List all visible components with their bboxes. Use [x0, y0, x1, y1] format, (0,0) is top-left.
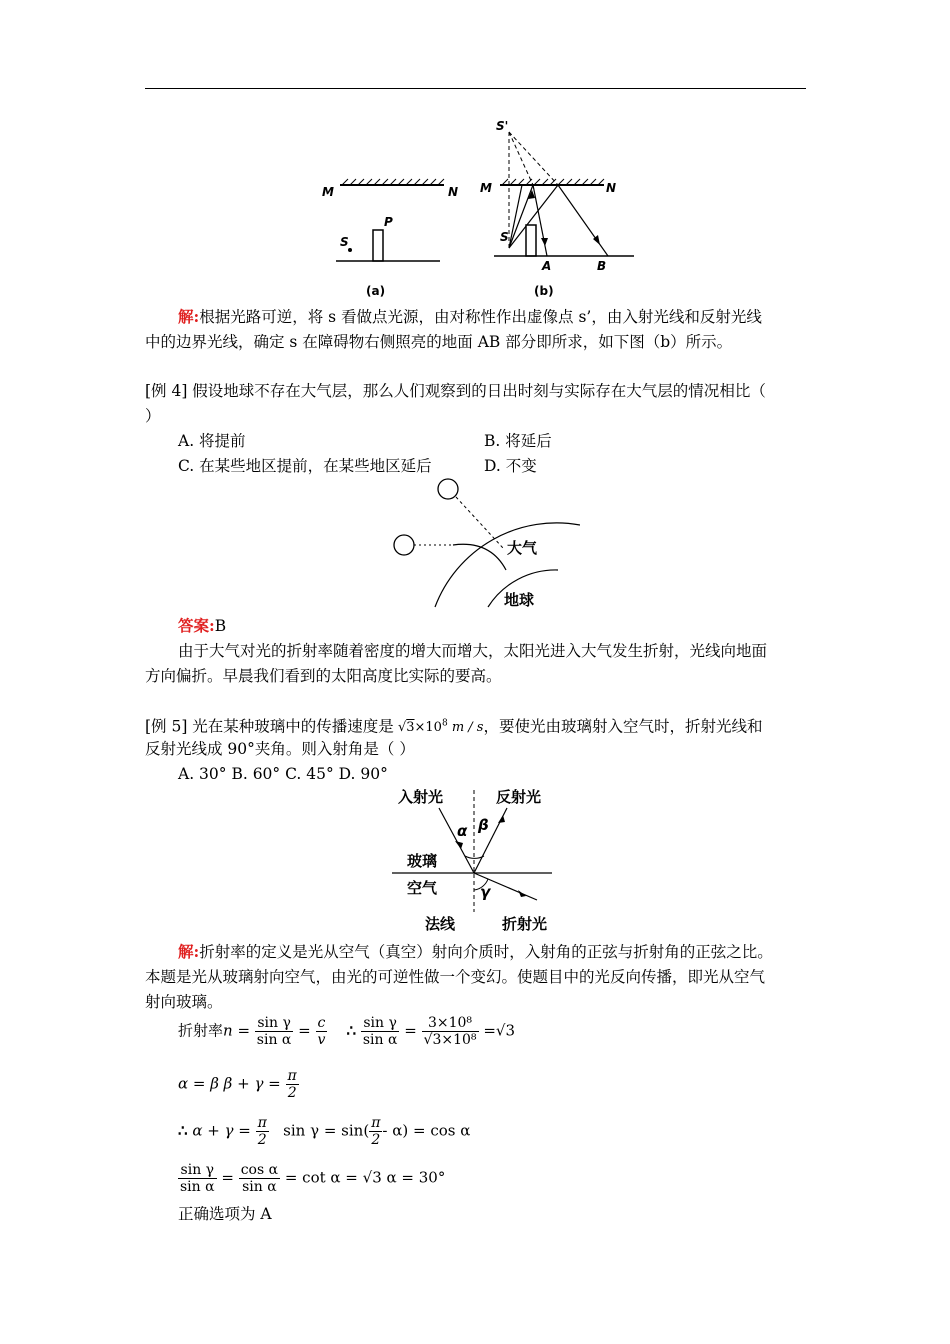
ex5-speed-unit: m / s	[451, 720, 484, 736]
ex3-solution-label: 解:	[178, 307, 200, 326]
ex3-solution-line2: 中的边界光线，确定 s 在障碍物右侧照亮的地面 AB 部分即所求，如下图（b）所示。	[145, 333, 733, 351]
equation-3	[178, 1115, 470, 1148]
label-m-a: M	[322, 185, 334, 199]
equation-4: $\frac{\text{sin γ}}{\text{sin α}}$ = $\frac{\text{cos α}}{\text{sin α}}$ = cot α = √3 α = 30°	[180, 1162, 446, 1195]
ex4-option-c: C. 在某些地区提前，在某些地区延后	[178, 457, 432, 475]
ex5-speed-exp: 8	[441, 719, 448, 729]
ex5-solution-line3: 射向玻璃。	[145, 993, 223, 1011]
sun-actual-icon	[394, 535, 414, 555]
ex5-question-line2: 反射光线成 90°夹角。则入射角是（ ）	[145, 740, 415, 758]
equation-2	[178, 1068, 299, 1101]
eq3-frac-pi2: $\frac{\pi}{2}$	[371, 1115, 381, 1148]
eq1b-result: =√3	[483, 1021, 515, 1040]
ex4-explanation-line2: 方向偏折。早晨我们看到的太阳高度比实际的要高。	[145, 667, 502, 685]
eq2-frac-pi: $\frac{\pi}{2}$	[287, 1068, 297, 1101]
eq4-frac-1: $\frac{\text{sin γ}}{\text{sin α}}$	[180, 1162, 215, 1195]
label-s-b: S	[500, 230, 509, 244]
eq1-frac-sin: $\frac{\text{sin γ}}{\text{sin α}}$	[256, 1015, 292, 1048]
label-p-a: P	[384, 215, 393, 229]
ex4-answer-value: B	[214, 617, 227, 635]
label-beta: β	[478, 816, 489, 834]
label-glass: 玻璃	[407, 852, 438, 870]
ex4-question-line2: ）	[145, 407, 161, 425]
label-m-b: M	[480, 181, 492, 195]
label-atmosphere: 大气	[507, 539, 538, 557]
ex5-conclusion: 正确选项为 A	[178, 1205, 272, 1223]
eq1b-frac-sin: $\frac{\text{sin γ}}{\text{sin α}}$	[362, 1015, 398, 1048]
ex5-speed-sqrt: 3	[406, 720, 415, 736]
figure-a	[322, 179, 458, 298]
ex5-options: A. 30° B. 60° C. 45° D. 90°	[178, 765, 388, 783]
ex4-option-b: B. 将延后	[484, 432, 552, 450]
eq3-frac-pi: $\frac{\pi}{2}$	[257, 1115, 267, 1148]
eq3-a: α + γ =	[192, 1121, 251, 1140]
figure-b	[480, 119, 634, 298]
ex4-answer-label: 答案:	[178, 616, 215, 635]
header-rule	[145, 88, 806, 89]
label-n-a: N	[448, 185, 459, 199]
equation-1: 折射率n = $\frac{\text{sin γ}}{\text{sin α}}$ = $\frac{c}{v}$ ∴ $\frac{\text{sin γ}}{\text{sin α}}$ = $\frac{\text{3×10⁸}}{\text{√3×10⁸}}$ =√3	[178, 1015, 515, 1048]
ex4-option-a: A. 将提前	[178, 432, 246, 450]
ex3-solution-line1	[178, 307, 762, 327]
label-b-b: B	[597, 259, 607, 273]
eq1b-frac-num: $\frac{\text{3×10⁸}}{\text{√3×10⁸}}$	[423, 1015, 477, 1048]
sun-apparent-icon	[438, 479, 458, 499]
ex4-question-line1: [例 4] 假设地球不存在大气层，那么人们观察到的日出时刻与实际存在大气层的情况相比（	[145, 382, 766, 400]
label-air: 空气	[407, 879, 438, 897]
label-alpha: α	[457, 822, 468, 840]
ex5-question-line1	[145, 714, 763, 738]
eq1-n: n	[223, 1021, 233, 1040]
label-normal: 法线	[425, 915, 456, 932]
label-reflected: 反射光	[496, 788, 542, 806]
label-gamma: γ	[480, 883, 491, 901]
ex5-q-text-a: [例 5] 光在某种玻璃中的传播速度是	[145, 717, 394, 736]
eq4-frac-2: $\frac{\text{cos α}}{\text{sin α}}$	[240, 1162, 279, 1195]
ex4-explanation-line1: 由于大气对光的折射率随着密度的增大而增大，太阳光进入大气发生折射，光线向地面	[178, 642, 768, 660]
ex5-speed-rest: ×10	[414, 720, 442, 736]
eq3-b: sin γ = sin(	[283, 1121, 370, 1140]
label-n-b: N	[606, 181, 617, 195]
mirror-figures	[310, 112, 650, 302]
refraction-figure	[385, 782, 565, 932]
ex5-solution-text1: 折射率的定义是光从空气（真空）射向介质时，入射角的正弦与折射角的正弦之比。	[199, 943, 773, 961]
label-refracted: 折射光	[502, 915, 548, 932]
label-a-b: A	[542, 259, 552, 273]
eq1-prefix: 折射率	[178, 1021, 224, 1040]
ex5-speed: $√3\times 10^8$ m / s	[393, 719, 484, 736]
label-s-a: S	[340, 235, 349, 249]
ex5-q-text-b: ，要使光由玻璃射入空气时，折射光线和	[483, 717, 763, 736]
eq1-frac-cv: $\frac{c}{v}$	[317, 1015, 326, 1048]
label-earth: 地球	[504, 591, 535, 609]
ex5-solution-line2: 本题是光从玻璃射向空气，由光的可逆性做一个变幻。使题目中的光反向传播，即光从空气	[145, 968, 766, 986]
ex3-solution-text1: 根据光路可逆，将 s 看做点光源，由对称性作出虚像点 s’，由入射光线和反射光线	[199, 308, 762, 326]
eq3-therefore: ∴	[178, 1121, 188, 1140]
eq2-text: α = β β + γ =	[178, 1074, 281, 1093]
eq4-rest: = cot α = √3 α = 30°	[284, 1168, 446, 1187]
eq1-therefore: ∴	[346, 1021, 357, 1040]
eq3-c: - α) = cos α	[382, 1121, 471, 1140]
ex5-solution-label: 解:	[178, 942, 200, 961]
caption-b: (b)	[534, 284, 554, 298]
caption-a: (a)	[366, 284, 386, 298]
atmosphere-figure	[380, 470, 580, 615]
ex5-solution-line1	[178, 942, 773, 962]
ex4-option-d: D. 不变	[484, 457, 537, 475]
label-sprime-b: S'	[496, 119, 509, 133]
ex4-answer	[178, 616, 226, 636]
label-incident: 入射光	[398, 788, 444, 806]
